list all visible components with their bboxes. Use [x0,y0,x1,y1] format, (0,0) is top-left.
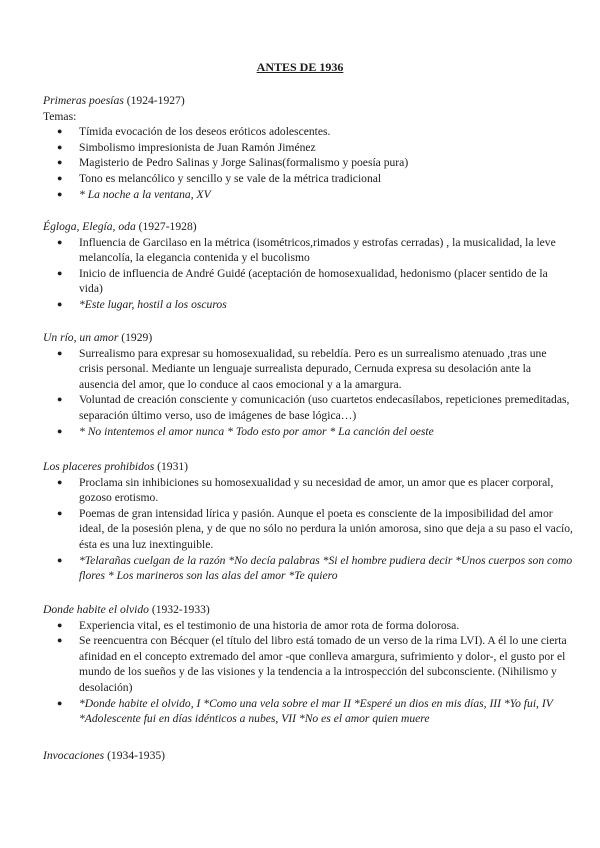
list-item-quote: ● * No intentemos el amor nunca * Todo esto por amor * La canción del oeste [43,424,573,440]
list-item: ● Poemas de gran intensidad lírica y pasión. Aunque el poeta es consciente de la imposibilidad del amor ideal, de la posesión plena, y de que no sólo no perdura la unión amorosa, sino que deja a su paso el vacío, ésta es una luz inextinguible. [43,506,573,553]
bullet-list [43,235,573,313]
list-item: ● Experiencia vital, es el testimonio de una historia de amor rota de forma dolorosa. [43,618,573,634]
section-years: (1927-1928) [135,220,197,233]
list-item: ● Surrealismo para expresar su homosexualidad, su rebeldía. Pero es un surrealismo atenuado ,tras une crisis personal. Mediante un lenguaje surrealista depurado, Cernuda expresa su desolación ante la ausencia del amor, que lo conduce al caos emocional y a la amargura. [43,346,573,393]
section-title [43,748,573,764]
list-item: ● Simbolismo impresionista de Juan Ramón Jiménez [43,140,573,156]
section-name: Primeras poesías [43,94,124,107]
section-un-rio-un-amor [43,330,573,439]
section-placeres-prohibidos [43,459,573,584]
list-item: ● Tono es melancólico y sencillo y se vale de la métrica tradicional [43,171,573,187]
list-item-quote: ● *Este lugar, hostil a los oscuros [43,297,573,313]
bullet-list [43,618,573,727]
section-name: Un río, un amor [43,331,119,344]
page-title: ANTES DE 1936 [256,60,344,74]
section-years: (1924-1927) [123,94,185,107]
list-item: ● Inicio de influencia de André Guidé (aceptación de homosexualidad, hedonismo (placer sentido de la vida) [43,266,573,297]
section-donde-habite-el-olvido [43,602,573,727]
section-title [43,219,573,235]
list-item: ● Proclama sin inhibiciones su homosexualidad y su necesidad de amor, un amor que es placer corporal, gozoso erotismo. [43,475,573,506]
list-item: ● Voluntad de creación consciente y comunicación (uso cuartetos endecasílabos, repeticiones premeditadas, separación último verso, uso de imágenes de base lógica…) [43,392,573,423]
section-label: Temas: [43,109,77,123]
section-egloga [43,219,573,313]
list-item: ● Magisterio de Pedro Salinas y Jorge Salinas(formalismo y poesía pura) [43,155,573,171]
section-years: (1932-1933) [148,603,210,616]
section-name: Invocaciones [43,749,105,762]
section-title [43,459,573,475]
bullet-list [43,346,573,440]
list-item-quote: ● *Donde habite el olvido, I *Como una vela sobre el mar II *Esperé un dios en mis días, III *Yo fui, IV *Adolescente fui en días idénticos a nubes, VII *No es el amor quien muere [43,696,573,727]
section-years: (1931) [154,460,189,473]
bullet-list [43,124,573,202]
section-title [43,602,573,618]
section-title [43,93,573,109]
list-item: ● Se reencuentra con Bécquer (el título del libro está tomado de un verso de la rima LVI). A él lo une cierta afinidad en el concepto extremado del amor -que conlleva amargura, sufrimiento y dolor-, el gusto por el mundo de los sueños y de las visiones y la tendencia a la introspección del subconsciente. (Nihilismo y desolación) [43,633,573,695]
bullet-list [43,475,573,584]
list-item-quote: ● * La noche a la ventana, XV [43,187,573,203]
section-name: Los placeres prohibidos [43,460,155,473]
section-title [43,330,573,346]
section-name: Donde habite el olvido [43,603,149,616]
list-item: ● Influencia de Garcilaso en la métrica (isométricos,rimados y estrofas cerradas) , la musicalidad, la leve melancolía, la elegancia contenida y el bucolismo [43,235,573,266]
section-years: (1929) [118,331,153,344]
list-item: ● Tímida evocación de los deseos eróticos adolescentes. [43,124,573,140]
section-years: (1934-1935) [104,749,166,762]
list-item-quote: ● *Telarañas cuelgan de la razón *No decía palabras *Si el hombre pudiera decir *Unos cuerpos son como flores * Los marineros son las alas del amor *Te quiero [43,553,573,584]
section-primeras-poesias [43,93,573,202]
section-invocaciones [43,748,573,764]
section-name: Égloga, Elegía, oda [43,220,136,233]
